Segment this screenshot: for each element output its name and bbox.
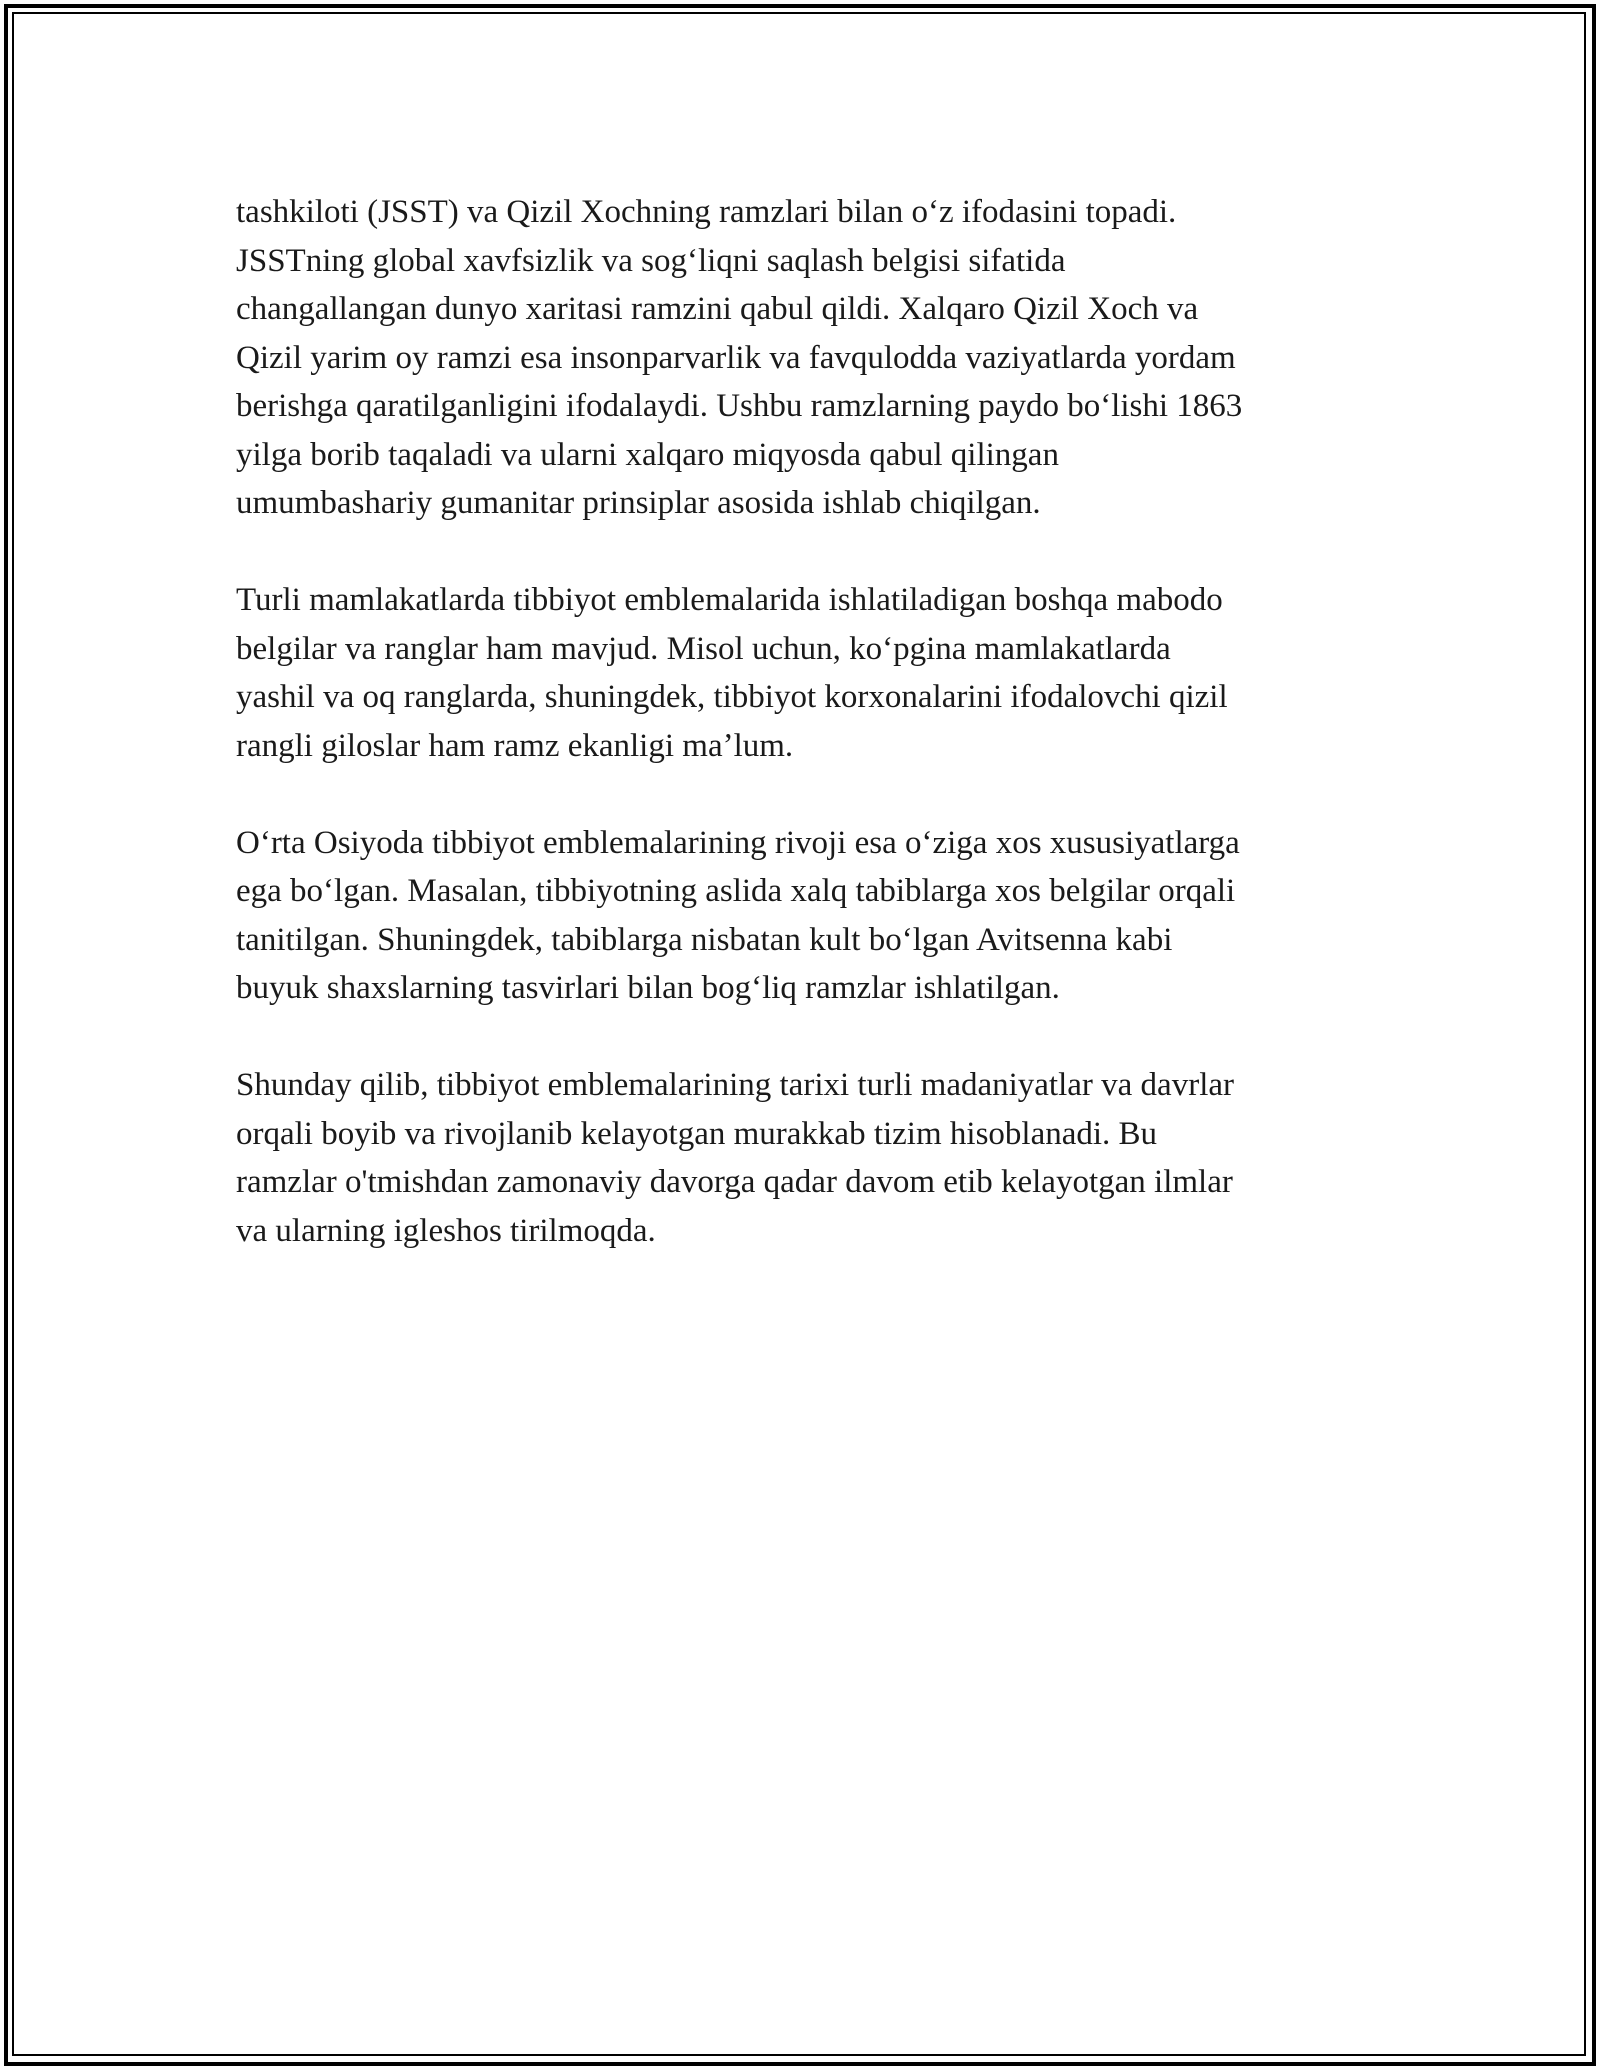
text-line: va ularning igleshos tirilmoqda. (236, 1212, 656, 1249)
text-line: changallangan dunyo xaritasi ramzini qabul qildi. Xalqaro Qizil Xoch va (236, 291, 1199, 327)
text-line: belgilar va ranglar ham mavjud. Misol uchun, koʻpgina mamlakatlarda (236, 630, 1171, 667)
text-line: Shunday qilib, tibbiyot emblemalarining tarixi turli madaniyatlar va davrlar (236, 1067, 1234, 1103)
text-line: ega boʻlgan. Masalan, tibbiyotning aslida xalq tabiblarga xos belgilar orqali (236, 873, 1236, 909)
paragraph-1 (236, 188, 1356, 528)
text-line: tashkiloti (JSST) va Qizil Xochning ramzlari bilan oʻz ifodasini topadi. (236, 194, 1177, 230)
text-line: JSSTning global xavfsizlik va sogʻliqni saqlash belgisi sifatida (236, 242, 1066, 279)
text-line: umumbashariy gumanitar prinsiplar asosida ishlab chiqilgan. (236, 485, 1041, 521)
text-line: tanitilgan. Shuningdek, tabiblarga nisbatan kult boʻlgan Avitsenna kabi (236, 921, 1173, 958)
document-body (236, 188, 1356, 1304)
text-line: Oʻrta Osiyoda tibbiyot emblemalarining rivoji esa oʻziga xos xususiyatlarga (236, 824, 1240, 861)
text-line: rangli giloslar ham ramz ekanligi maʼlum. (236, 727, 794, 764)
text-line: berishga qaratilganligini ifodalaydi. Ushbu ramzlarning paydo boʻlishi 1863 (236, 388, 1243, 424)
paragraph-2 (236, 576, 1356, 770)
text-line: yilga borib taqaladi va ularni xalqaro miqyosda qabul qilingan (236, 436, 1059, 473)
paragraph-3 (236, 819, 1356, 1013)
text-line: orqali boyib va rivojlanib kelayotgan murakkab tizim hisoblanadi. Bu (236, 1115, 1158, 1152)
text-line: ramzlar o'tmishdan zamonaviy davorga qadar davom etib kelayotgan ilmlar (236, 1164, 1233, 1200)
paragraph-4 (236, 1061, 1356, 1255)
text-line: buyuk shaxslarning tasvirlari bilan bogʻliq ramzlar ishlatilgan. (236, 970, 1060, 1006)
text-line: Qizil yarim oy ramzi esa insonparvarlik va favqulodda vaziyatlarda yordam (236, 339, 1236, 376)
text-line: yashil va oq ranglarda, shuningdek, tibbiyot korxonalarini ifodalovchi qizil (236, 679, 1228, 715)
text-line: Turli mamlakatlarda tibbiyot emblemalarida ishlatiladigan boshqa mabodo (236, 582, 1223, 618)
